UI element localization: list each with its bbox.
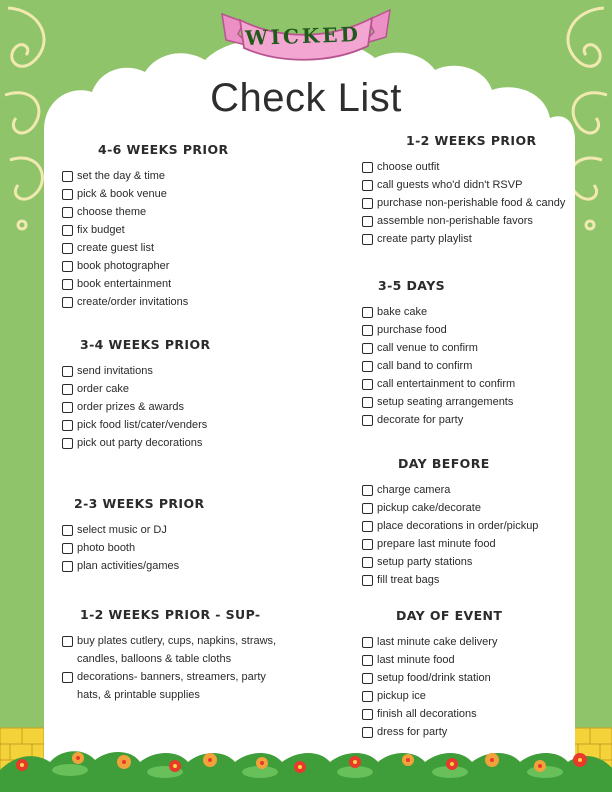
checklist-item[interactable]: assemble non-perishable favors bbox=[362, 212, 565, 230]
checkbox[interactable] bbox=[62, 543, 73, 554]
checkbox[interactable] bbox=[362, 198, 373, 209]
checkbox[interactable] bbox=[362, 709, 373, 720]
checkbox[interactable] bbox=[362, 397, 373, 408]
section-1-2-weeks-prior-supplies bbox=[62, 607, 292, 704]
checklist-item[interactable]: create guest list bbox=[62, 239, 229, 257]
checkbox[interactable] bbox=[362, 691, 373, 702]
checkbox[interactable] bbox=[62, 672, 73, 683]
page-title: Check List bbox=[210, 76, 402, 120]
checklist-item[interactable]: photo booth bbox=[62, 539, 205, 557]
checkbox[interactable] bbox=[362, 485, 373, 496]
checklist-item[interactable]: send invitations bbox=[62, 362, 211, 380]
checkbox[interactable] bbox=[62, 636, 73, 647]
checklist-item[interactable]: choose theme bbox=[62, 203, 229, 221]
checkbox[interactable] bbox=[362, 521, 373, 532]
checklist-item[interactable]: book entertainment bbox=[62, 275, 229, 293]
section-heading: DAY BEFORE bbox=[398, 456, 490, 471]
checkbox[interactable] bbox=[62, 243, 73, 254]
checkbox[interactable] bbox=[362, 361, 373, 372]
checklist-item[interactable]: order cake bbox=[62, 380, 211, 398]
section-3-4-weeks-prior bbox=[62, 337, 211, 452]
checklist-item[interactable]: prepare last minute food bbox=[362, 535, 538, 553]
checkbox[interactable] bbox=[362, 343, 373, 354]
checklist-item[interactable]: choose outfit bbox=[362, 158, 565, 176]
checkbox[interactable] bbox=[362, 575, 373, 586]
section-day-of-event bbox=[362, 608, 502, 741]
checklist-item[interactable]: charge camera bbox=[362, 481, 538, 499]
checklist-item[interactable]: pick out party decorations bbox=[62, 434, 211, 452]
section-heading: 1-2 WEEKS PRIOR - SUP- bbox=[80, 607, 261, 622]
checklist-item[interactable]: call guests who'd didn't RSVP bbox=[362, 176, 565, 194]
section-heading: 4-6 WEEKS PRIOR bbox=[98, 142, 229, 157]
checklist bbox=[362, 481, 538, 589]
checkbox[interactable] bbox=[62, 261, 73, 272]
checkbox[interactable] bbox=[62, 402, 73, 413]
section-heading: DAY OF EVENT bbox=[396, 608, 503, 623]
checklist bbox=[62, 632, 292, 704]
checkbox[interactable] bbox=[62, 171, 73, 182]
checklist bbox=[362, 158, 565, 248]
checklist-item[interactable]: finish all decorations bbox=[362, 705, 502, 723]
checklist-item[interactable]: call band to confirm bbox=[362, 357, 515, 375]
checkbox[interactable] bbox=[62, 438, 73, 449]
checkbox[interactable] bbox=[362, 655, 373, 666]
checkbox[interactable] bbox=[362, 415, 373, 426]
checkbox[interactable] bbox=[362, 503, 373, 514]
section-heading: 3-5 DAYS bbox=[378, 278, 446, 293]
checklist bbox=[62, 521, 205, 575]
checklist bbox=[362, 303, 515, 429]
checklist-item[interactable]: pick & book venue bbox=[62, 185, 229, 203]
checkbox[interactable] bbox=[62, 420, 73, 431]
checklist bbox=[62, 167, 229, 311]
checkbox[interactable] bbox=[362, 325, 373, 336]
checklist-item[interactable]: book photographer bbox=[62, 257, 229, 275]
checklist-item[interactable]: setup party stations bbox=[362, 553, 538, 571]
section-heading: 1-2 WEEKS PRIOR bbox=[406, 133, 537, 148]
checklist-item[interactable]: decorations- banners, streamers, party hats, & printable supplies bbox=[62, 668, 292, 704]
checklist-item[interactable]: decorate for party bbox=[362, 411, 515, 429]
checklist-item[interactable]: call venue to confirm bbox=[362, 339, 515, 357]
checkbox[interactable] bbox=[362, 379, 373, 390]
checklist-item[interactable]: select music or DJ bbox=[62, 521, 205, 539]
checklist-item[interactable]: setup food/drink station bbox=[362, 669, 502, 687]
checkbox[interactable] bbox=[62, 561, 73, 572]
section-heading: 3-4 WEEKS PRIOR bbox=[80, 337, 211, 352]
checkbox[interactable] bbox=[362, 673, 373, 684]
checklist-item[interactable]: dress for party bbox=[362, 723, 502, 741]
checklist-item[interactable]: fill treat bags bbox=[362, 571, 538, 589]
checklist-item[interactable]: order prizes & awards bbox=[62, 398, 211, 416]
checkbox[interactable] bbox=[62, 225, 73, 236]
checklist bbox=[62, 362, 211, 452]
checklist-item[interactable]: buy plates cutlery, cups, napkins, straws, candles, balloons & table cloths bbox=[62, 632, 292, 668]
checkbox[interactable] bbox=[62, 297, 73, 308]
checklist-item[interactable]: set the day & time bbox=[62, 167, 229, 185]
checkbox[interactable] bbox=[62, 207, 73, 218]
section-day-before bbox=[362, 456, 538, 589]
section-1-2-weeks-prior bbox=[362, 133, 565, 248]
checklist-item[interactable]: purchase non-perishable food & candy bbox=[362, 194, 565, 212]
section-3-5-days bbox=[362, 278, 515, 429]
section-2-3-weeks-prior bbox=[62, 496, 205, 575]
checkbox[interactable] bbox=[362, 234, 373, 245]
checkbox[interactable] bbox=[362, 557, 373, 568]
banner-logo-text: WICKED bbox=[244, 21, 362, 51]
checkbox[interactable] bbox=[62, 384, 73, 395]
checklist-item[interactable]: create/order invitations bbox=[62, 293, 229, 311]
checkbox[interactable] bbox=[362, 180, 373, 191]
checkbox[interactable] bbox=[362, 727, 373, 738]
checklist-item[interactable]: last minute food bbox=[362, 651, 502, 669]
checkbox[interactable] bbox=[62, 366, 73, 377]
checkbox[interactable] bbox=[362, 539, 373, 550]
checklist-item[interactable]: plan activities/games bbox=[62, 557, 205, 575]
checklist-item[interactable]: purchase food bbox=[362, 321, 515, 339]
checkbox[interactable] bbox=[62, 189, 73, 200]
section-heading: 2-3 WEEKS PRIOR bbox=[74, 496, 205, 511]
checklist-item[interactable]: pickup cake/decorate bbox=[362, 499, 538, 517]
section-4-6-weeks-prior bbox=[62, 142, 229, 311]
checklist-item[interactable]: pick food list/cater/venders bbox=[62, 416, 211, 434]
checklist-item[interactable]: create party playlist bbox=[362, 230, 565, 248]
checklist-item[interactable]: fix budget bbox=[62, 221, 229, 239]
checklist-item[interactable]: call entertainment to confirm bbox=[362, 375, 515, 393]
checklist-item[interactable]: setup seating arrangements bbox=[362, 393, 515, 411]
checkbox[interactable] bbox=[62, 525, 73, 536]
checklist-item[interactable]: place decorations in order/pickup bbox=[362, 517, 538, 535]
checkbox[interactable] bbox=[62, 279, 73, 290]
checkbox[interactable] bbox=[362, 162, 373, 173]
checkbox[interactable] bbox=[362, 307, 373, 318]
checkbox[interactable] bbox=[362, 216, 373, 227]
checkbox[interactable] bbox=[362, 637, 373, 648]
checklist bbox=[362, 633, 502, 741]
checklist-item[interactable]: pickup ice bbox=[362, 687, 502, 705]
checklist-item[interactable]: last minute cake delivery bbox=[362, 633, 502, 651]
checklist-item[interactable]: bake cake bbox=[362, 303, 515, 321]
